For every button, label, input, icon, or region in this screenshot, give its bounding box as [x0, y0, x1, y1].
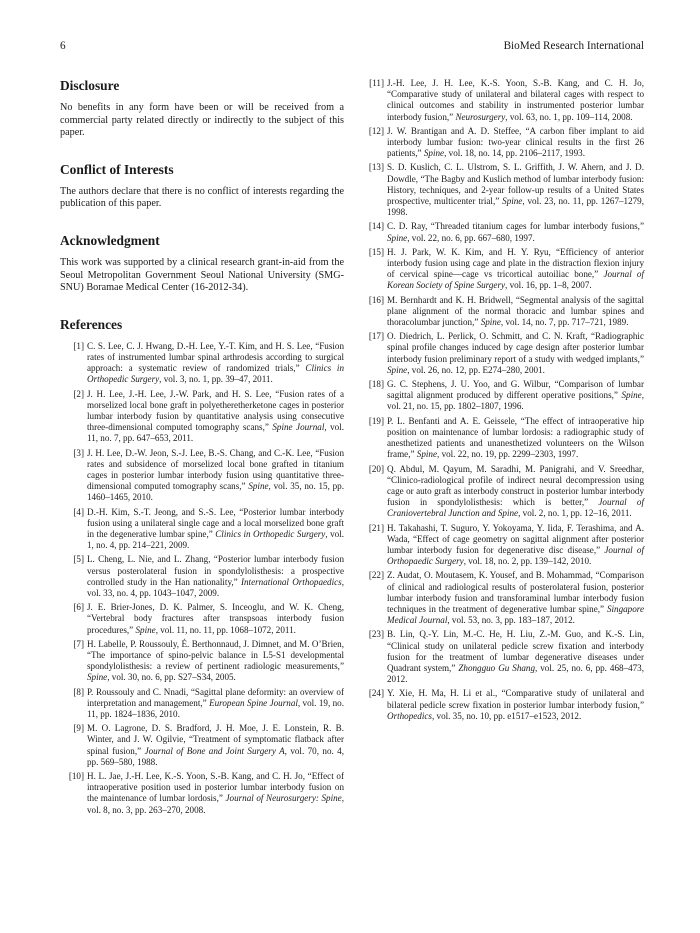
reference-authors-title: Q. Abdul, M. Qayum, M. Saradhi, M. Panigrahi, and V. Sreedhar, “Clinico-radiological profile of indirect neural decompression using cage or auto graft as interbody construct in posterior lumbar interbody fusion in spondylolisthesis: which is better,”	[387, 463, 644, 508]
reference-venue: Spine	[423, 148, 445, 159]
reference-authors-title: P. Roussouly and C. Nnadi, “Sagittal plane deformity: an overview of interpretation and management,”	[87, 686, 344, 708]
reference-venue: Journal of Neurosurgery: Spine	[225, 793, 342, 804]
section-heading: Conflict of Interests	[60, 161, 174, 177]
acknowledgment-section	[60, 233, 344, 295]
reference-details: , vol. 2, no. 1, pp. 12–16, 2011.	[518, 508, 632, 519]
reference-details: , vol. 53, no. 3, pp. 183–187, 2012.	[447, 615, 575, 626]
conflict-of-interests-section	[60, 162, 344, 211]
reference-number: [ 14 ]	[360, 221, 384, 232]
reference-authors-title: J.-H. Lee, J. H. Lee, K.-S. Yoon, S.-B. Kang, and C. H. Jo, “Comparative study of unilateral and bilateral cages with respect to clinical outcomes and stability in instrumented posterior lumbar interbody fusion,”	[387, 78, 644, 122]
reference-venue: Journal of Craniovertebral Junction and Spine	[387, 497, 644, 519]
reference-details: , vol. 25, no. 6, pp. 468–473, 2012.	[387, 662, 644, 685]
reference-item	[360, 416, 644, 461]
reference-item	[360, 162, 644, 218]
reference-details: , vol. 63, no. 1, pp. 109–114, 2008.	[505, 111, 633, 122]
reference-authors-title: Z. Audat, O. Moutasem, K. Yousef, and B. Mohammad, “Comparison of clinical and radiological results of posterolateral fusion, posterior lumbar interbody fusion and transforaminal lumbar interbody fusion techniques in the treatment of degenerative lumbar spine,”	[387, 570, 644, 614]
reference-venue: Orthopedics	[387, 710, 432, 721]
reference-details: , vol. 11, no. 11, pp. 1068–1072, 2011.	[155, 624, 296, 635]
reference-details: , vol. 33, no. 4, pp. 1043–1047, 2009.	[87, 576, 344, 599]
reference-item	[60, 687, 344, 721]
reference-authors-title: H. L. Jae, J.-H. Lee, K.-S. Yoon, S.-B. Kang, and C. H. Jo, “Effect of intraoperative position used in posterior lumbar interbody fusion on the maintenance of lumbar lordosis,”	[87, 771, 344, 804]
reference-authors-title: G. C. Stephens, J. U. Yoo, and G. Wilbur, “Comparison of lumbar sagittal alignment produced by different operative positions,”	[387, 379, 644, 401]
reference-number: [ 22 ]	[360, 570, 384, 581]
reference-details: , vol. 22, no. 6, pp. 667–680, 1997.	[407, 232, 535, 243]
reference-number: [ 13 ]	[360, 162, 384, 173]
reference-number: [ 18 ]	[360, 379, 384, 390]
reference-venue: Journal of Orthopaedic Surgery	[387, 544, 645, 567]
reference-venue: Spine	[502, 196, 523, 207]
reference-details: , vol. 26, no. 12, pp. E274–280, 2001.	[407, 364, 545, 375]
reference-item	[60, 389, 344, 445]
reference-authors-title: B. Lin, Q.-Y. Lin, M.-C. He, H. Liu, Z.-M. Guo, and K.-S. Lin, “Clinical study on unilateral pedicle screw fixation and interbody fusion for the treatment of lumbar degenerative diseases under Quadrant system,”	[387, 629, 644, 673]
reference-details: , vol. 16, pp. 1–8, 2007.	[505, 280, 592, 291]
reference-number: [ 21 ]	[360, 523, 384, 534]
reference-authors-title: D.-H. Kim, S.-T. Jeong, and S.-S. Lee, “Posterior lumbar interbody fusion using a unilateral single cage and a local morselized bone graft in the degenerative lumbar spine,”	[87, 506, 344, 539]
disclosure-section	[60, 78, 344, 140]
reference-authors-title: H. Takahashi, T. Suguro, Y. Yokoyama, Y. Iida, F. Terashima, and A. Wada, “Effect of cage geometry on sagittal alignment after posterior lumbar interbody fusion for degenerative disc disease,”	[387, 522, 644, 555]
reference-authors-title: O. Diedrich, L. Perlick, O. Schmitt, and C. N. Kraft, “Radiographic spinal profile changes induced by cage design after posterior lumbar interbody fusion preliminary report of a study with wedged implants,”	[387, 331, 644, 364]
reference-item	[60, 448, 344, 504]
page-number: 6	[60, 40, 66, 52]
reference-number: [ 2 ]	[60, 389, 84, 400]
reference-item	[60, 554, 344, 599]
reference-authors-title: H. J. Park, W. K. Kim, and H. Y. Ryu, “Efficiency of anterior interbody fusion using cage and plate in the distraction flexion injury of cervical spine—cage vs tricortical autoiliac bone,”	[387, 246, 644, 280]
reference-authors-title: L. Cheng, L. Nie, and L. Zhang, “Posterior lumbar interbody fusion versus posterolateral fusion in spondylolisthesis: a prospective controlled study in the Han nationality,”	[87, 554, 344, 587]
reference-authors-title: S. D. Kuslich, C. L. Ulstrom, S. L. Griffith, J. W. Ahern, and J. D. Dowdle, “The Bagby and Kuslich method of lumbar interbody fusion: History, techniques, and 2-year follow-up results of a United States prospective, multicenter trial,”	[387, 162, 644, 207]
reference-item	[360, 126, 644, 160]
reference-authors-title: J. H. Lee, J.-H. Lee, J.-W. Park, and H. S. Lee, “Fusion rates of a morselized local bone graft in polyetheretherketone cages in posterior lumbar interbody fusion by quantitative analysis using consecutive three-dimensional computed tomography scans,”	[87, 388, 344, 433]
reference-details: , vol. 11, no. 7, pp. 647–653, 2011.	[87, 422, 344, 444]
reference-number: [ 6 ]	[60, 602, 84, 613]
reference-venue: Spine	[480, 317, 501, 328]
reference-item	[360, 688, 644, 722]
reference-authors-title: J. H. Lee, D.-W. Jeon, S.-J. Lee, B.-S. Chang, and C.-K. Lee, “Fusion rates and subsidence of morselized local bone grafted in titanium cages in posterior lumbar interbody fusion using quantitative three-dimensional computed tomography scans,”	[87, 447, 344, 492]
reference-item	[60, 341, 344, 386]
reference-venue: Spine Journal	[272, 422, 325, 433]
reference-details: , vol. 1, no. 4, pp. 214–221, 2009.	[87, 529, 344, 551]
reference-number: [ 24 ]	[360, 688, 384, 699]
reference-venue: Journal of Bone and Joint Surgery A	[144, 745, 285, 756]
reference-number: [ 17 ]	[360, 331, 384, 342]
reference-number: [ 5 ]	[60, 554, 84, 565]
reference-venue: Spine	[387, 364, 408, 375]
reference-venue: Journal of Korean Society of Spine Surgery	[387, 269, 645, 291]
reference-number: [ 11 ]	[360, 78, 384, 89]
reference-authors-title: M. O. Lagrone, D. S. Bradford, J. H. Moe, J. E. Lonstein, R. B. Winter, and J. W. Ogilvie, “Treatment of symptomatic flatback after spinal fusion,”	[87, 723, 344, 756]
reference-authors-title: J. E. Brier-Jones, D. K. Palmer, S. Inceoglu, and W. K. Cheng, “Vertebral body fractures after transpsoas interbody fusion procedures,”	[87, 602, 344, 635]
reference-number: [ 16 ]	[360, 295, 384, 306]
reference-venue: Spine	[87, 672, 108, 683]
section-text: This work was supported by a clinical research grant-in-aid from the Seoul Metropolitan Government Seoul National University (SMG-SNU) Boramae Medical Center (16-2012-34).	[60, 256, 344, 294]
section-heading: Acknowledgment	[60, 232, 160, 248]
reference-venue: Spine	[387, 232, 408, 243]
reference-number: [ 19 ]	[360, 416, 384, 427]
reference-item	[360, 379, 644, 413]
reference-authors-title: M. Bernhardt and K. H. Bridwell, “Segmental analysis of the sagittal plane alignment of the normal thoracic and lumbar spines and thoracolumbar junction,”	[387, 294, 644, 328]
reference-details: , vol. 14, no. 7, pp. 717–721, 1989.	[500, 317, 629, 328]
reference-authors-title: H. Labelle, P. Roussouly, É. Berthonnaud, J. Dimnet, and M. O’Brien, “The importance of spino-pelvic balance in L5-S1 developmental spondylolisthesis: a review of pertinent radiologic measurements,”	[87, 638, 344, 672]
journal-name: BioMed Research International	[503, 40, 644, 52]
reference-authors-title: P. L. Benfanti and A. E. Geissele, “The effect of intraoperative hip position on maintenance of lumbar lordosis: a radiographic study of anesthetized patients and unanesthetized volunteers on the Wilson frame,”	[387, 415, 644, 460]
reference-item	[360, 523, 644, 568]
reference-authors-title: C. D. Ray, “Threaded titanium cages for lumbar interbody fusions,”	[387, 221, 644, 232]
left-column	[60, 78, 344, 819]
reference-number: [ 15 ]	[360, 247, 384, 258]
reference-details: , vol. 35, no. 15, pp. 1460–1465, 2010.	[87, 481, 344, 503]
reference-number: [ 3 ]	[60, 448, 84, 459]
reference-item	[360, 570, 644, 626]
reference-venue: Neurosurgery	[455, 111, 506, 122]
reference-item	[360, 78, 644, 123]
section-text: No benefits in any form have been or will be received from a commercial party related directly or indirectly to the subject of this paper.	[60, 102, 344, 139]
reference-item	[360, 247, 644, 292]
section-heading: Disclosure	[60, 78, 120, 93]
reference-details: , vol. 21, no. 15, pp. 1802–1807, 1996.	[387, 390, 644, 412]
reference-details: , vol. 70, no. 4, pp. 569–580, 1988.	[87, 745, 344, 767]
reference-venue: Spine	[416, 449, 438, 460]
reference-details: , vol. 3, no. 1, pp. 39–47, 2011.	[159, 374, 273, 385]
reference-venue: Spine	[248, 481, 269, 492]
reference-number: [ 4 ]	[60, 507, 84, 518]
reference-item	[360, 221, 644, 243]
reference-number: [ 8 ]	[60, 687, 84, 698]
reference-number: [ 10 ]	[60, 771, 84, 782]
reference-number: [ 20 ]	[360, 464, 384, 475]
reference-venue: Clinics in Orthopedic Surgery	[87, 363, 344, 385]
reference-item	[60, 507, 344, 552]
reference-venue: Zhongguo Gu Shang	[458, 662, 536, 673]
reference-number: [ 7 ]	[60, 639, 84, 650]
reference-details: , vol. 30, no. 6, pp. S27–S34, 2005.	[107, 672, 236, 683]
reference-number: [ 12 ]	[360, 126, 384, 137]
reference-number: [ 23 ]	[360, 629, 384, 640]
references-heading: References	[60, 316, 123, 332]
reference-item	[360, 629, 644, 685]
reference-venue: Spine	[135, 624, 156, 635]
reference-authors-title: C. S. Lee, C. J. Hwang, D.-H. Lee, Y.-T. Kim, and H. S. Lee, “Fusion rates of instrumented lumbar spinal arthrodesis according to surgical approach: a systematic review of randomized trials,”	[87, 340, 344, 374]
reference-item	[60, 602, 344, 636]
reference-item	[360, 331, 644, 376]
reference-details: , vol. 8, no. 3, pp. 263–270, 2008.	[87, 793, 344, 815]
reference-item	[360, 464, 644, 520]
reference-details: , vol. 18, no. 2, pp. 139–142, 2010.	[463, 556, 592, 567]
reference-number: [ 1 ]	[60, 341, 84, 352]
reference-venue: International Orthopaedics	[240, 576, 342, 587]
reference-venue: European Spine Journal	[209, 697, 298, 708]
right-column	[360, 78, 644, 725]
reference-details: , vol. 35, no. 10, pp. e1517–e1523, 2012.	[431, 710, 582, 721]
reference-venue: Singapore Medical Journal	[387, 603, 644, 626]
reference-authors-title: Y. Xie, H. Ma, H. Li et al., “Comparative study of unilateral and bilateral pedicle screw fixation in posterior lumbar interbody fusion,”	[387, 688, 644, 710]
reference-details: , vol. 18, no. 14, pp. 2106–2117, 1993.	[444, 148, 585, 159]
reference-authors-title: J. W. Brantigan and A. D. Steffee, “A carbon fiber implant to aid interbody lumbar fusion: two-year clinical results in the first 26 patients,”	[387, 125, 644, 159]
reference-details: , vol. 23, no. 11, pp. 1267–1279, 1998.	[387, 196, 645, 218]
reference-item	[60, 771, 344, 816]
section-text: The authors declare that there is no conflict of interests regarding the publication of this paper.	[60, 185, 344, 210]
reference-venue: Spine	[621, 390, 642, 401]
reference-list-right	[360, 78, 644, 722]
page-header	[60, 40, 644, 56]
reference-number: [ 9 ]	[60, 723, 84, 734]
reference-venue: Clinics in Orthopedic Surgery	[215, 529, 326, 539]
reference-item	[60, 723, 344, 768]
reference-list-left	[60, 341, 344, 816]
reference-item	[360, 295, 644, 329]
reference-details: , vol. 22, no. 19, pp. 2299–2303, 1997.	[437, 449, 579, 460]
reference-details: , vol. 19, no. 11, pp. 1824–1836, 2010.	[87, 697, 344, 720]
reference-item	[60, 639, 344, 684]
